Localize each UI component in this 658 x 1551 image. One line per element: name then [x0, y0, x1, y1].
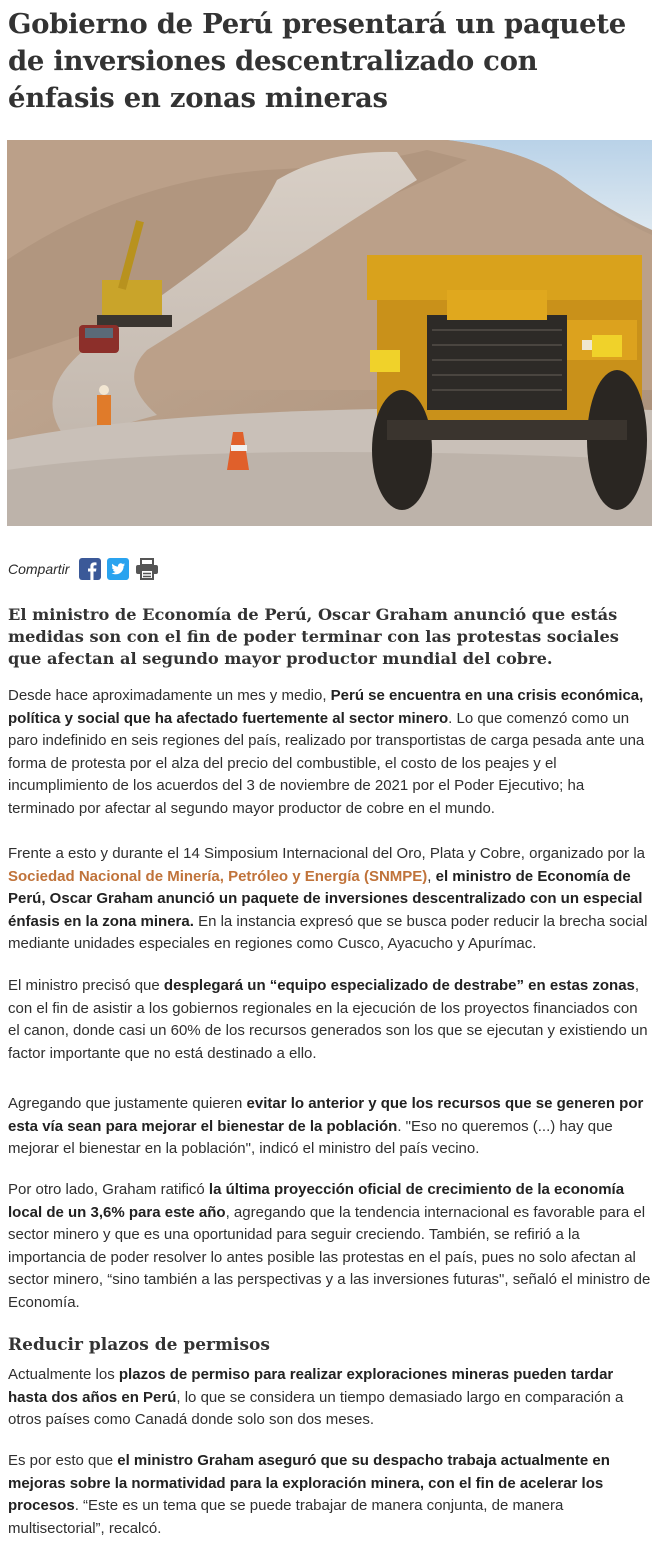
facebook-icon[interactable] [79, 558, 101, 580]
share-bar [8, 556, 157, 582]
share-label: Compartir [8, 561, 70, 577]
twitter-icon[interactable] [107, 558, 129, 580]
article-lead: El ministro de Economía de Perú, Oscar Graham anunció que estás medidas son con el fin de poder terminar con las protestas sociales que afectan al segundo mayor productor mundial del cobre. [8, 605, 619, 668]
paragraph-4: Agregando que justamente quieren evitar lo anterior y que los recursos que se generen por esta vía sean para mejorar el bienestar de la población. "Eso no queremos (...) hay que mejorar el bienestar en la población", indicó el ministro del país vecino. [8, 1095, 644, 1158]
paragraph-7: Es por esto que el ministro Graham aseguró que su despacho trabaja actualmente en mejoras sobre la normatividad para la exploración minera, con el fin de acelerar los procesos. “Este es un tema que se puede trabajar de manera conjunta, de manera multisectorial”, recalcó. [8, 1452, 610, 1537]
paragraph-3: El ministro precisó que desplegará un “equipo especializado de destrabe” en estas zonas, con el fin de asistir a los gobiernos regionales en la ejecución de los proyectos financiados con el canon, donde casi un 60% de los recursos generados son los que se ejecutan y existiendo un factor importante que no está destinado a ello. [8, 977, 648, 1062]
hero-image [7, 140, 652, 526]
paragraph-5: Por otro lado, Graham ratificó la última proyección oficial de crecimiento de la economía local de un 3,6% para este año, agregando que la tendencia internacional es favorable para el sector minero y que es una oportunidad para seguir creciendo. También, se refirió a la importancia de poder resolver lo antes posible las protestas en el país, pues no solo afectan al sector minero, “sino también a las perspectivas y a las inversiones futuras", señaló el ministro de Economía. [8, 1181, 651, 1311]
paragraph-2: Frente a esto y durante el 14 Simposium Internacional del Oro, Plata y Cobre, organizado por la Sociedad Nacional de Minería, Petróleo y Energía (SNMPE), el ministro de Economía de Perú, Oscar Graham anunció un paquete de inversiones descentralizado con un especial énfasis en la zona minera. En la instancia expresó que se busca poder reducir la brecha social mediante unidades especiales en regiones como Cusco, Ayacucho y Apurímac. [8, 845, 648, 953]
snmpe-link[interactable]: Sociedad Nacional de Minería, Petróleo y Energía (SNMPE) [8, 867, 428, 885]
paragraph-6: Actualmente los plazos de permiso para realizar exploraciones mineras pueden tardar hasta dos años en Perú, lo que se considera un tiempo demasiado largo en comparación a otros países como Canadá donde solo son dos meses. [8, 1366, 624, 1429]
article-title: Gobierno de Perú presentará un paquete de inversiones descentralizado con énfasis en zonas mineras [8, 8, 626, 114]
section-heading: Reducir plazos de permisos [8, 1335, 270, 1355]
mining-truck-photo [7, 140, 652, 526]
paragraph-1: Desde hace aproximadamente un mes y medio, Perú se encuentra en una crisis económica, política y social que ha afectado fuertemente al sector minero. Lo que comenzó como un paro indefinido en seis regiones del país, realizado por transportistas de carga pesada ante una forma de protesta por el alza del precio del combustible, el costo de los peajes y el incumplimiento de los acuerdos del 3 de noviembre de 2021 por el Poder Ejecutivo; ha terminado por afectar al segundo mayor productor de cobre en el mundo. [8, 687, 645, 817]
print-icon[interactable] [135, 558, 157, 580]
